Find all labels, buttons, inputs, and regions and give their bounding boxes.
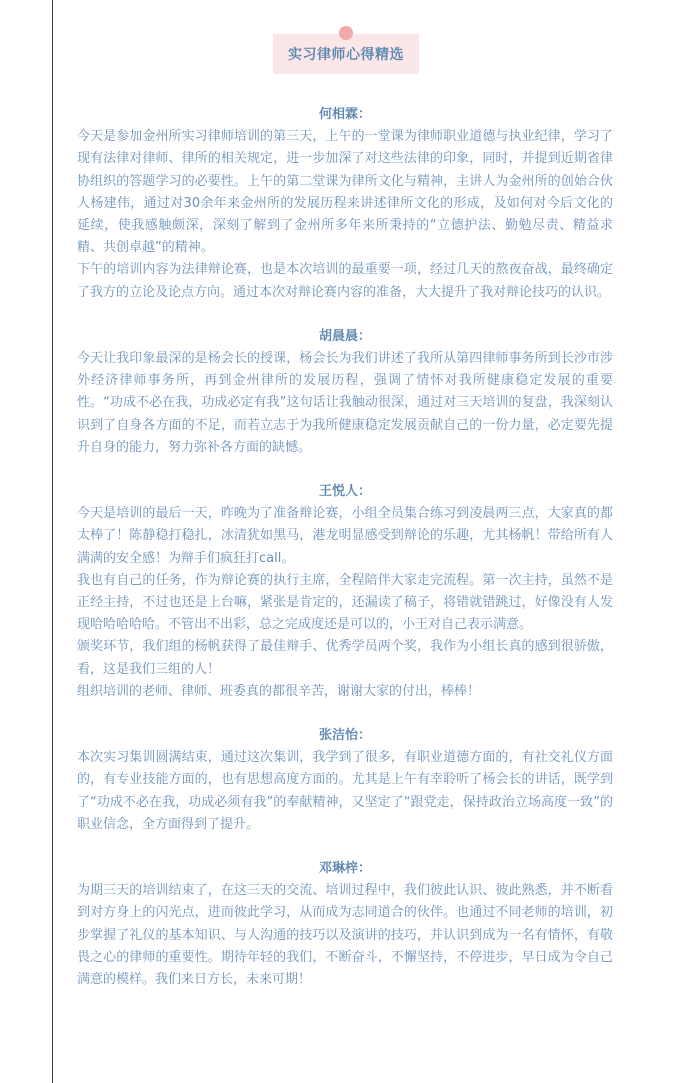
testimonial-paragraph: 今天让我印象最深的是杨会长的授课，杨会长为我们讲述了我所从第四律师事务所到长沙市涉外经济律师事务所，再到金州律所的发展历程，强调了情怀对我所健康稳定发展的重要性。“功成不必在我，功成必定有我”这句话让我触动很深，通过对三天培训的复盘，我深刻认识到了自身各方面的不足，而若立志于为我所健康稳定发展贡献自己的一份力量，必定要先提升自身的能力，努力弥补各方面的缺憾。 bbox=[77, 351, 613, 455]
testimonial-paragraph: 组织培训的老师、律师、班委真的都很辛苦，谢谢大家的付出，棒棒！ bbox=[77, 683, 481, 699]
testimonial-section bbox=[77, 481, 613, 703]
testimonial-section bbox=[77, 858, 613, 991]
author-name: 邓琳梓： bbox=[318, 861, 371, 877]
testimonial-section bbox=[77, 326, 613, 459]
header-dot-icon bbox=[339, 26, 353, 40]
testimonial-paragraph: 本次实习集训圆满结束，通过这次集训，我学到了很多，有职业道德方面的，有社交礼仪方面的，有专业技能方面的，也有思想高度方面的。尤其是上午有幸聆听了杨会长的讲话，既学到了“功成不必在我，功成必须有我”的奉献精神，又坚定了“跟党走，保持政治立场高度一致”的职业信念，全方面得到了提升。 bbox=[77, 750, 613, 832]
left-border-line bbox=[52, 0, 53, 1083]
testimonial-paragraph: 颁奖环节，我们组的杨帆获得了最佳辩手、优秀学员两个奖，我作为小组长真的感到很骄傲，看，这是我们三组的人！ bbox=[77, 639, 613, 677]
testimonial-paragraph: 为期三天的培训结束了，在这三天的交流、培训过程中，我们彼此认识、彼此熟悉，并不断看到对方身上的闪光点，进而彼此学习，从而成为志同道合的伙伴。也通过不同老师的培训，初步掌握了礼仪的基本知识、与人沟通的技巧以及演讲的技巧，并认识到成为一名有情怀，有敬畏之心的律师的重要性。期待年轻的我们，不断奋斗，不懈坚持，不停进步，早日成为令自己满意的模样。我们来日方长，未来可期！ bbox=[77, 883, 613, 988]
header bbox=[0, 26, 686, 76]
testimonial-section bbox=[77, 104, 613, 304]
author-name: 胡晨晨： bbox=[318, 328, 371, 344]
article-body bbox=[77, 104, 613, 991]
testimonial-paragraph: 今天是培训的最后一天，昨晚为了准备辩论赛，小组全员集合练习到凌晨两三点，大家真的都太棒了！陈静稳打稳扎，冰清犹如黑马，港龙明显感受到辩论的乐趣，尤其杨帆！带给所有人满满的安全感！为辩手们疯狂打call。 bbox=[77, 506, 613, 566]
author-name: 王悦人： bbox=[318, 484, 371, 500]
author-name: 张洁怡： bbox=[318, 728, 371, 744]
page-title: 实习律师心得精选 bbox=[273, 34, 419, 74]
testimonial-paragraph: 我也有自己的任务，作为辩论赛的执行主席，全程陪伴大家走完流程。第一次主持，虽然不是正经主持，不过也还是上台嘛，紧张是肯定的，还漏读了稿子，将错就错跳过，好像没有人发现哈哈哈哈哈。不管出不出彩，总之完成度还是可以的，小王对自己表示满意。 bbox=[77, 572, 613, 633]
testimonial-paragraph: 今天是参加金州所实习律师培训的第三天，上午的一堂课为律师职业道德与执业纪律，学习了现有法律对律师、律所的相关规定，进一步加深了对这些法律的印象，同时，并提到近期省律协组织的答题学习的必要性。上午的第二堂课为律所文化与精神，主讲人为金州所的创始合伙人杨建伟，通过对30余年来金州所的发展历程来讲述律所文化的形成，及如何对今后文化的延续，使我感触颇深，深刻了解到了金州所多年来所秉持的“立德护法、勤勉尽责、精益求精、共创卓越”的精神。 bbox=[77, 129, 613, 256]
testimonial-paragraph: 下午的培训内容为法律辩论赛，也是本次培训的最重要一项，经过几天的熬夜奋战，最终确定了我方的立论及论点方向。通过本次对辩论赛内容的准备，大大提升了我对辩论技巧的认识。 bbox=[77, 262, 613, 300]
author-name: 何相霖： bbox=[318, 107, 371, 122]
testimonial-section bbox=[77, 725, 613, 836]
